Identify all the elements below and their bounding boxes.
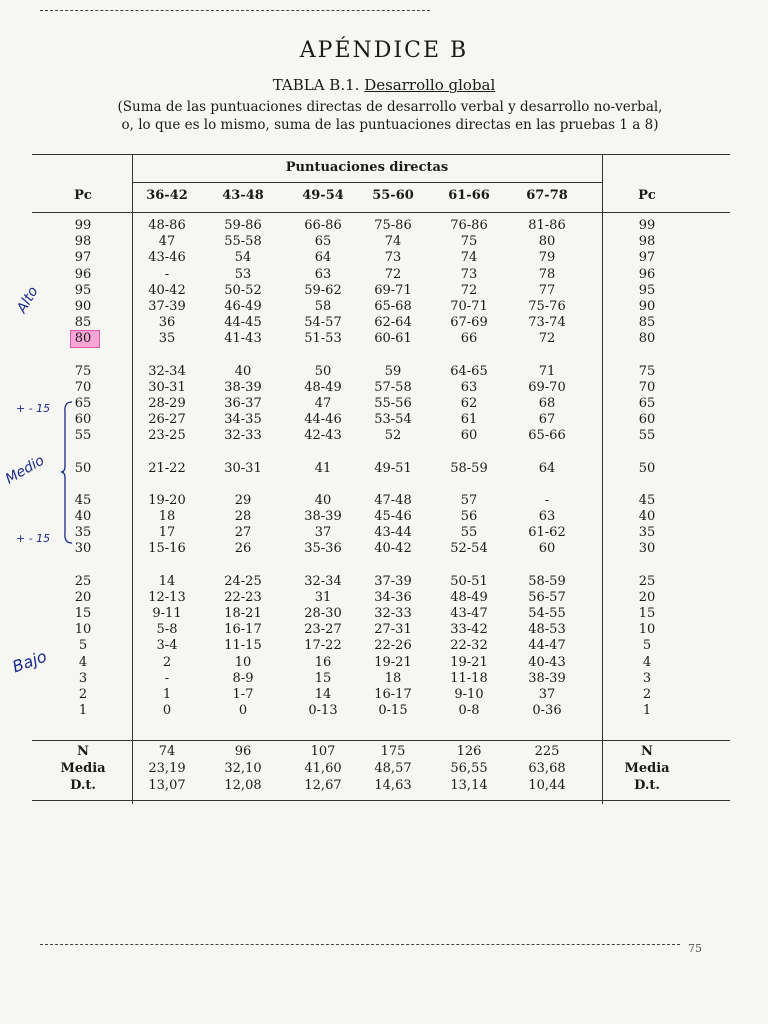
table-cell-col-55-60: 19-21 <box>374 654 412 670</box>
table-cell-col-61-66: 74 <box>460 250 478 266</box>
table-cell-col-43-48: 0 <box>238 703 248 719</box>
table-cell-col-43-48: 53 <box>234 266 252 282</box>
table-cell-pc-right: 1 <box>642 703 652 719</box>
table-cell-pc-left: 30 <box>74 541 92 557</box>
table-cell-col-61-66: 11-18 <box>450 670 488 686</box>
footer-cell-col-67-78: 225 <box>534 744 560 759</box>
table-cell-pc-left: 55 <box>74 428 92 444</box>
table-cell-pc-left: 4 <box>78 654 88 670</box>
table-cell-col-36-42: 32-34 <box>148 363 186 379</box>
table-cell-pc-left: 80 <box>74 331 92 347</box>
table-cell-col-49-54: 63 <box>314 266 332 282</box>
table-cell-pc-left: 45 <box>74 492 92 508</box>
table-cell-col-67-78: 80 <box>538 234 556 250</box>
table-cell-col-49-54: 64 <box>314 250 332 266</box>
footer-cell-pc-left: Media <box>60 761 106 776</box>
table-cell-col-61-66: 60 <box>460 428 478 444</box>
table-cell-col-36-42: 14 <box>158 573 176 589</box>
footer-cell-pc-right: N <box>641 744 653 759</box>
table-cell-pc-right: 10 <box>638 622 656 638</box>
table-cell-col-55-60: 59 <box>384 363 402 379</box>
footer-top-rule <box>32 740 730 741</box>
table-cell-col-61-66: 19-21 <box>450 654 488 670</box>
table-cell-pc-left: 25 <box>74 573 92 589</box>
table-cell-col-67-78: 77 <box>538 282 556 298</box>
table-cell-col-43-48: 8-9 <box>232 670 254 686</box>
annotation-range-top: + - 15 <box>16 402 51 415</box>
table-cell-pc-left: 15 <box>74 606 92 621</box>
table-cell-pc-right: 30 <box>638 541 656 557</box>
table-cell-col-43-48: 41-43 <box>224 331 262 347</box>
table-cell-col-61-66: 72 <box>460 282 478 298</box>
table-cell-col-43-48: 22-23 <box>224 589 262 605</box>
table-cell-col-55-60: 69-71 <box>374 282 412 298</box>
table-cell-col-67-78: 37 <box>538 687 556 702</box>
table-cell-pc-left: 40 <box>74 509 92 524</box>
table-cell-col-36-42: 1 <box>162 687 172 702</box>
table-cell-col-36-42: 18 <box>158 509 176 524</box>
table-cell-col-67-78: 78 <box>538 266 556 282</box>
footer-cell-pc-left: N <box>77 744 89 759</box>
table-subtitle <box>0 76 768 94</box>
table-cell-col-61-66: 66 <box>460 331 478 347</box>
table-cell-pc-right: 90 <box>638 299 656 314</box>
table-cell-col-49-54: 14 <box>314 687 332 702</box>
table-cell-col-55-60: 27-31 <box>374 622 412 638</box>
table-cell-pc-right: 97 <box>638 250 656 266</box>
top-border <box>40 10 430 11</box>
table-cell-col-67-78: 60 <box>538 541 556 557</box>
table-cell-col-67-78: 79 <box>538 250 556 266</box>
table-cell-col-55-60: 52 <box>384 428 402 444</box>
table-cell-pc-right: 25 <box>638 573 656 589</box>
table-cell-col-67-78: 65-66 <box>528 428 566 444</box>
table-cell-pc-right: 80 <box>638 331 656 347</box>
table-cell-col-61-66: 0-8 <box>458 703 480 719</box>
table-cell-pc-right: 45 <box>638 492 656 508</box>
table-cell-col-36-42: 12-13 <box>148 589 186 605</box>
table-cell-col-49-54: 38-39 <box>304 509 342 524</box>
table-cell-pc-right: 75 <box>638 363 656 379</box>
header-bottom-rule <box>32 212 730 213</box>
footer-cell-col-36-42: 23,19 <box>148 761 186 776</box>
table-cell-col-67-78: 56-57 <box>528 589 566 605</box>
table-cell-pc-left: 85 <box>74 315 92 331</box>
table-cell-col-49-54: 31 <box>314 589 332 605</box>
table-cell-col-36-42: 30-31 <box>148 379 186 395</box>
table-cell-col-61-66: 62 <box>460 396 478 411</box>
footer-cell-col-61-66: 56,55 <box>450 761 488 776</box>
table-cell-col-43-48: 44-45 <box>224 315 262 331</box>
table-cell-col-67-78: 54-55 <box>528 606 566 621</box>
table-cell-col-43-48: 32-33 <box>224 428 262 444</box>
table-cell-col-43-48: 1-7 <box>232 687 254 702</box>
table-cell-pc-left: 3 <box>78 670 88 686</box>
table-cell-col-49-54: 66-86 <box>304 218 342 233</box>
appendix-title: APÉNDICE B <box>299 38 469 63</box>
table-cell-col-55-60: 75-86 <box>374 218 412 233</box>
table-cell-pc-right: 96 <box>638 266 656 282</box>
table-cell-pc-right: 2 <box>642 687 652 702</box>
table-cell-pc-left: 70 <box>74 379 92 395</box>
table-cell-pc-left: 50 <box>74 460 92 476</box>
table-cell-col-43-48: 54 <box>234 250 252 266</box>
table-cell-col-43-48: 29 <box>234 492 252 508</box>
table-cell-col-67-78: 68 <box>538 396 556 411</box>
table-cell-col-36-42: 19-20 <box>148 492 186 508</box>
column-header-col-61-66: 61-66 <box>448 188 490 203</box>
table-cell-col-67-78: 69-70 <box>528 379 566 395</box>
footer-cell-col-61-66: 13,14 <box>450 778 488 793</box>
table-cell-col-36-42: 37-39 <box>148 299 186 314</box>
table-cell-col-55-60: 37-39 <box>374 573 412 589</box>
table-cell-pc-left: 5 <box>78 638 88 654</box>
table-cell-col-61-66: 55 <box>460 525 478 541</box>
footer-cell-col-61-66: 126 <box>456 744 482 759</box>
table-cell-col-55-60: 49-51 <box>374 460 412 476</box>
table-cell-col-55-60: 0-15 <box>378 703 408 719</box>
table-cell-pc-left: 75 <box>74 363 92 379</box>
footer-cell-col-36-42: 74 <box>158 744 176 759</box>
table-cell-col-43-48: 18-21 <box>224 606 262 621</box>
table-cell-pc-left: 35 <box>74 525 92 541</box>
table-cell-col-36-42: 47 <box>158 234 176 250</box>
table-cell-col-49-54: 15 <box>314 670 332 686</box>
table-cell-col-49-54: 16 <box>314 654 332 670</box>
description-line-2: o, lo que es lo mismo, suma de las puntuaciones directas en las pruebas 1 a 8) <box>121 117 659 133</box>
table-cell-col-61-66: 33-42 <box>450 622 488 638</box>
table-cell-col-36-42: 2 <box>162 654 172 670</box>
table-cell-col-61-66: 73 <box>460 266 478 282</box>
table-cell-col-43-48: 16-17 <box>224 622 262 638</box>
footer-cell-col-36-42: 13,07 <box>148 778 186 793</box>
table-cell-col-67-78: 67 <box>538 412 556 428</box>
table-cell-col-55-60: 60-61 <box>374 331 412 347</box>
table-cell-col-67-78: 64 <box>538 460 556 476</box>
table-cell-col-36-42: 48-86 <box>148 218 186 233</box>
table-cell-col-67-78: 38-39 <box>528 670 566 686</box>
table-cell-pc-left: 1 <box>78 703 88 719</box>
description-line-1: (Suma de las puntuaciones directas de desarrollo verbal y desarrollo no-verbal, <box>117 99 663 115</box>
table-cell-col-36-42: 23-25 <box>148 428 186 444</box>
table-cell-pc-right: 65 <box>638 396 656 411</box>
table-cell-col-61-66: 57 <box>460 492 478 508</box>
table-cell-col-67-78: 71 <box>538 363 556 379</box>
footer-cell-col-49-54: 107 <box>310 744 336 759</box>
table-cell-pc-right: 35 <box>638 525 656 541</box>
table-cell-pc-left: 60 <box>74 412 92 428</box>
table-cell-col-49-54: 28-30 <box>304 606 342 621</box>
table-cell-pc-left: 95 <box>74 282 92 298</box>
table-cell-col-55-60: 32-33 <box>374 606 412 621</box>
table-cell-col-55-60: 74 <box>384 234 402 250</box>
table-cell-col-36-42: 5-8 <box>156 622 178 638</box>
table-cell-col-67-78: 48-53 <box>528 622 566 638</box>
table-cell-pc-left: 10 <box>74 622 92 638</box>
table-cell-pc-left: 20 <box>74 589 92 605</box>
table-cell-pc-left: 96 <box>74 266 92 282</box>
column-header-pc-left: Pc <box>74 188 92 203</box>
table-cell-col-55-60: 57-58 <box>374 379 412 395</box>
table-cell-col-55-60: 72 <box>384 266 402 282</box>
column-header-col-67-78: 67-78 <box>526 188 568 203</box>
table-cell-col-49-54: 37 <box>314 525 332 541</box>
table-cell-col-67-78: 63 <box>538 509 556 524</box>
footer-cell-col-49-54: 41,60 <box>304 761 342 776</box>
table-cell-pc-left: 2 <box>78 687 88 702</box>
table-cell-col-49-54: 41 <box>314 460 332 476</box>
table-cell-col-55-60: 53-54 <box>374 412 412 428</box>
table-cell-col-43-48: 55-58 <box>224 234 262 250</box>
column-header-col-43-48: 43-48 <box>222 188 264 203</box>
table-cell-col-49-54: 32-34 <box>304 573 342 589</box>
table-cell-col-36-42: 3-4 <box>156 638 178 654</box>
annotation-alto: Alto <box>13 284 42 316</box>
footer-cell-pc-right: Media <box>624 761 670 776</box>
table-cell-col-67-78: 40-43 <box>528 654 566 670</box>
table-cell-col-55-60: 40-42 <box>374 541 412 557</box>
footer-cell-col-43-48: 96 <box>234 744 252 759</box>
table-top-rule <box>32 154 730 155</box>
table-cell-col-67-78: 0-36 <box>532 703 562 719</box>
table-cell-col-61-66: 64-65 <box>450 363 488 379</box>
table-cell-col-49-54: 0-13 <box>308 703 338 719</box>
table-cell-pc-right: 60 <box>638 412 656 428</box>
table-cell-col-55-60: 65-68 <box>374 299 412 314</box>
table-name: Desarrollo global <box>364 76 496 94</box>
footer-cell-col-55-60: 14,63 <box>374 778 412 793</box>
table-cell-pc-left: 65 <box>74 396 92 411</box>
table-cell-col-49-54: 47 <box>314 396 332 411</box>
column-header-col-36-42: 36-42 <box>146 188 188 203</box>
table-cell-col-49-54: 35-36 <box>304 541 342 557</box>
table-cell-pc-right: 15 <box>638 606 656 621</box>
table-cell-col-55-60: 16-17 <box>374 687 412 702</box>
table-cell-col-61-66: 52-54 <box>450 541 488 557</box>
table-cell-col-36-42: 0 <box>162 703 172 719</box>
table-cell-col-43-48: 27 <box>234 525 252 541</box>
table-cell-pc-right: 20 <box>638 589 656 605</box>
table-cell-col-43-48: 24-25 <box>224 573 262 589</box>
annotation-medio: Medio <box>2 452 48 488</box>
page-number: 75 <box>688 942 702 955</box>
column-header-col-55-60: 55-60 <box>372 188 414 203</box>
table-cell-col-61-66: 63 <box>460 379 478 395</box>
table-cell-pc-right: 4 <box>642 654 652 670</box>
table-cell-col-43-48: 38-39 <box>224 379 262 395</box>
table-cell-pc-right: 5 <box>642 638 652 654</box>
table-cell-col-55-60: 18 <box>384 670 402 686</box>
table-cell-col-61-66: 75 <box>460 234 478 250</box>
footer-cell-pc-right: D.t. <box>634 778 660 793</box>
table-cell-col-67-78: 72 <box>538 331 556 347</box>
table-cell-col-43-48: 30-31 <box>224 460 262 476</box>
footer-cell-col-43-48: 12,08 <box>224 778 262 793</box>
table-cell-col-36-42: 35 <box>158 331 176 347</box>
table-cell-col-49-54: 23-27 <box>304 622 342 638</box>
table-cell-col-49-54: 54-57 <box>304 315 342 331</box>
table-label: TABLA B.1. <box>272 76 360 94</box>
table-cell-col-43-48: 26 <box>234 541 252 557</box>
table-cell-pc-right: 85 <box>638 315 656 331</box>
table-cell-col-55-60: 22-26 <box>374 638 412 654</box>
table-cell-pc-right: 40 <box>638 509 656 524</box>
annotation-range-bottom: + - 15 <box>16 532 51 545</box>
table-cell-col-49-54: 44-46 <box>304 412 342 428</box>
table-cell-col-55-60: 62-64 <box>374 315 412 331</box>
annotation-bajo: Bajo <box>9 646 50 677</box>
table-cell-col-36-42: 28-29 <box>148 396 186 411</box>
table-cell-col-43-48: 34-35 <box>224 412 262 428</box>
bracket-medio <box>60 400 74 545</box>
column-header-col-49-54: 49-54 <box>302 188 344 203</box>
table-cell-col-36-42: 40-42 <box>148 282 186 298</box>
table-cell-col-55-60: 34-36 <box>374 589 412 605</box>
table-cell-col-43-48: 40 <box>234 363 252 379</box>
footer-cell-col-67-78: 63,68 <box>528 761 566 776</box>
table-cell-col-36-42: - <box>164 670 170 686</box>
table-cell-col-67-78: 44-47 <box>528 638 566 654</box>
table-cell-col-49-54: 59-62 <box>304 282 342 298</box>
bottom-border <box>40 944 680 945</box>
table-cell-col-36-42: 26-27 <box>148 412 186 428</box>
table-cell-pc-left: 90 <box>74 299 92 314</box>
table-cell-col-61-66: 9-10 <box>454 687 484 702</box>
table-cell-col-43-48: 59-86 <box>224 218 262 233</box>
table-cell-col-61-66: 70-71 <box>450 299 488 314</box>
table-cell-col-49-54: 58 <box>314 299 332 314</box>
table-cell-pc-left: 99 <box>74 218 92 233</box>
table-cell-col-49-54: 42-43 <box>304 428 342 444</box>
group-header: Puntuaciones directas <box>285 160 449 175</box>
footer-cell-col-43-48: 32,10 <box>224 761 262 776</box>
table-cell-pc-right: 95 <box>638 282 656 298</box>
table-cell-col-36-42: 15-16 <box>148 541 186 557</box>
table-cell-col-67-78: 73-74 <box>528 315 566 331</box>
table-cell-col-43-48: 46-49 <box>224 299 262 314</box>
table-cell-col-43-48: 28 <box>234 509 252 524</box>
table-cell-col-49-54: 48-49 <box>304 379 342 395</box>
table-cell-col-36-42: - <box>164 266 170 282</box>
table-cell-col-61-66: 50-51 <box>450 573 488 589</box>
table-cell-pc-right: 70 <box>638 379 656 395</box>
table-cell-col-36-42: 21-22 <box>148 460 186 476</box>
table-cell-col-55-60: 47-48 <box>374 492 412 508</box>
table-bottom-rule <box>32 800 730 801</box>
table-cell-pc-left: 98 <box>74 234 92 250</box>
footer-cell-col-55-60: 48,57 <box>374 761 412 776</box>
table-cell-col-36-42: 43-46 <box>148 250 186 266</box>
table-cell-col-49-54: 17-22 <box>304 638 342 654</box>
table-cell-col-55-60: 55-56 <box>374 396 412 411</box>
table-cell-pc-right: 55 <box>638 428 656 444</box>
table-cell-col-61-66: 76-86 <box>450 218 488 233</box>
table-cell-col-36-42: 17 <box>158 525 176 541</box>
table-cell-col-43-48: 11-15 <box>224 638 262 654</box>
right-divider <box>602 154 603 804</box>
table-cell-pc-right: 50 <box>638 460 656 476</box>
table-cell-col-67-78: 61-62 <box>528 525 566 541</box>
table-cell-pc-right: 99 <box>638 218 656 233</box>
footer-cell-col-55-60: 175 <box>380 744 406 759</box>
table-cell-col-49-54: 40 <box>314 492 332 508</box>
table-cell-col-67-78: - <box>544 492 550 508</box>
table-cell-col-61-66: 56 <box>460 509 478 524</box>
table-cell-col-55-60: 43-44 <box>374 525 412 541</box>
table-cell-col-67-78: 58-59 <box>528 573 566 589</box>
table-cell-col-61-66: 61 <box>460 412 478 428</box>
table-cell-pc-right: 98 <box>638 234 656 250</box>
table-cell-col-49-54: 65 <box>314 234 332 250</box>
footer-cell-col-49-54: 12,67 <box>304 778 342 793</box>
table-cell-col-43-48: 10 <box>234 654 252 670</box>
table-cell-col-49-54: 51-53 <box>304 331 342 347</box>
table-cell-col-61-66: 22-32 <box>450 638 488 654</box>
table-cell-col-55-60: 45-46 <box>374 509 412 524</box>
table-cell-col-61-66: 43-47 <box>450 606 488 621</box>
table-cell-col-36-42: 36 <box>158 315 176 331</box>
group-header-rule <box>132 182 602 183</box>
table-cell-col-55-60: 73 <box>384 250 402 266</box>
table-cell-col-43-48: 50-52 <box>224 282 262 298</box>
table-cell-col-61-66: 67-69 <box>450 315 488 331</box>
table-cell-col-36-42: 9-11 <box>152 606 182 621</box>
footer-cell-col-67-78: 10,44 <box>528 778 566 793</box>
table-cell-pc-left: 97 <box>74 250 92 266</box>
table-cell-col-49-54: 50 <box>314 363 332 379</box>
table-cell-col-43-48: 36-37 <box>224 396 262 411</box>
table-cell-pc-right: 3 <box>642 670 652 686</box>
table-cell-col-67-78: 75-76 <box>528 299 566 314</box>
footer-cell-pc-left: D.t. <box>70 778 96 793</box>
column-header-pc-right: Pc <box>638 188 656 203</box>
table-cell-col-61-66: 58-59 <box>450 460 488 476</box>
table-cell-col-61-66: 48-49 <box>450 589 488 605</box>
table-cell-col-67-78: 81-86 <box>528 218 566 233</box>
